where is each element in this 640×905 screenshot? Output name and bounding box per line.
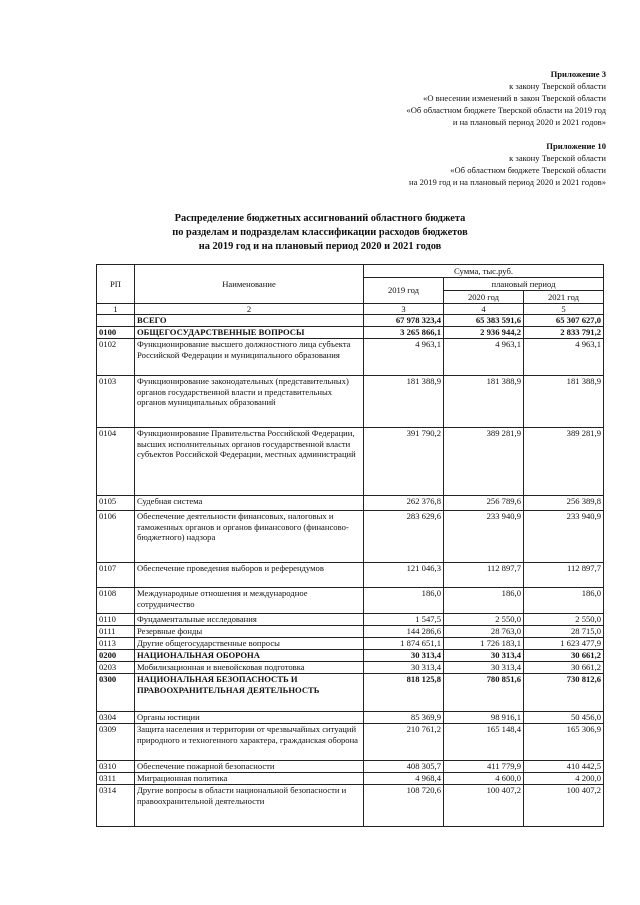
cell-2019: 391 790,2 bbox=[364, 428, 444, 496]
cell-name: Обеспечение проведения выборов и референдумов bbox=[135, 563, 364, 588]
cell-2020: 98 916,1 bbox=[444, 712, 524, 724]
cell-rp: 0200 bbox=[97, 650, 135, 662]
cell-rp: 0110 bbox=[97, 614, 135, 626]
cell-2020: 165 148,4 bbox=[444, 724, 524, 761]
cell-2020: 65 383 591,6 bbox=[444, 315, 524, 327]
table-row bbox=[97, 376, 604, 428]
cell-2019: 210 761,2 bbox=[364, 724, 444, 761]
cell-rp: 0100 bbox=[97, 327, 135, 339]
cell-rp: 0111 bbox=[97, 626, 135, 638]
header-planned-period: плановый период bbox=[444, 278, 604, 291]
col-number: 5 bbox=[524, 304, 604, 315]
table-row bbox=[97, 712, 604, 724]
cell-name: Обеспечение деятельности финансовых, налоговых и таможенных органов и органов финансового (финансово-бюджетного) надзора bbox=[135, 511, 364, 563]
cell-2019: 121 046,3 bbox=[364, 563, 444, 588]
table-row bbox=[97, 511, 604, 563]
table-row bbox=[97, 428, 604, 496]
table-row bbox=[97, 563, 604, 588]
cell-2021: 186,0 bbox=[524, 588, 604, 614]
header-2019: 2019 год bbox=[364, 278, 444, 304]
cell-rp: 0314 bbox=[97, 785, 135, 827]
table-row bbox=[97, 761, 604, 773]
cell-2020: 4 600,0 bbox=[444, 773, 524, 785]
col-number: 3 bbox=[364, 304, 444, 315]
budget-table-header bbox=[97, 265, 604, 315]
cell-2020: 780 851,6 bbox=[444, 674, 524, 712]
col-number: 1 bbox=[97, 304, 135, 315]
cell-rp: 0309 bbox=[97, 724, 135, 761]
cell-2020: 389 281,9 bbox=[444, 428, 524, 496]
cell-rp: 0310 bbox=[97, 761, 135, 773]
appendix-10-header bbox=[409, 140, 606, 188]
cell-name: ВСЕГО bbox=[135, 315, 364, 327]
header-name: Наименование bbox=[135, 265, 364, 304]
cell-2020: 30 313,4 bbox=[444, 662, 524, 674]
cell-2019: 818 125,8 bbox=[364, 674, 444, 712]
cell-2021: 256 389,8 bbox=[524, 496, 604, 511]
cell-2019: 30 313,4 bbox=[364, 650, 444, 662]
cell-2021: 65 307 627,0 bbox=[524, 315, 604, 327]
table-row bbox=[97, 785, 604, 827]
cell-rp: 0103 bbox=[97, 376, 135, 428]
cell-2019: 108 720,6 bbox=[364, 785, 444, 827]
cell-2019: 3 265 866,1 bbox=[364, 327, 444, 339]
cell-rp: 0304 bbox=[97, 712, 135, 724]
cell-name: Обеспечение пожарной безопасности bbox=[135, 761, 364, 773]
table-row bbox=[97, 650, 604, 662]
cell-2019: 262 376,8 bbox=[364, 496, 444, 511]
header-2021: 2021 год bbox=[524, 291, 604, 304]
cell-rp: 0300 bbox=[97, 674, 135, 712]
cell-name: Другие вопросы в области национальной безопасности и правоохранительной деятельности bbox=[135, 785, 364, 827]
cell-name: Функционирование Правительства Российской Федерации, высших исполнительных органов государственной власти субъектов Российской Федерации, местных администраций bbox=[135, 428, 364, 496]
cell-rp: 0107 bbox=[97, 563, 135, 588]
cell-2021: 165 306,9 bbox=[524, 724, 604, 761]
appendix-3-line: «Об областном бюджете Тверской области на 2019 год bbox=[406, 105, 606, 115]
cell-2020: 2 550,0 bbox=[444, 614, 524, 626]
cell-2020: 28 763,0 bbox=[444, 626, 524, 638]
cell-2021: 100 407,2 bbox=[524, 785, 604, 827]
budget-table bbox=[96, 264, 604, 827]
cell-2021: 1 623 477,9 bbox=[524, 638, 604, 650]
table-row bbox=[97, 315, 604, 327]
cell-rp: 0311 bbox=[97, 773, 135, 785]
table-row bbox=[97, 724, 604, 761]
cell-2020: 1 726 183,1 bbox=[444, 638, 524, 650]
cell-2021: 30 661,2 bbox=[524, 650, 604, 662]
cell-name: Резервные фонды bbox=[135, 626, 364, 638]
table-row bbox=[97, 496, 604, 511]
title-line: на 2019 год и на плановый период 2020 и 2021 годов bbox=[198, 241, 442, 252]
cell-name: Органы юстиции bbox=[135, 712, 364, 724]
cell-2020: 411 779,9 bbox=[444, 761, 524, 773]
cell-2021: 389 281,9 bbox=[524, 428, 604, 496]
cell-name: Международные отношения и международное сотрудничество bbox=[135, 588, 364, 614]
cell-name: Судебная система bbox=[135, 496, 364, 511]
cell-2020: 100 407,2 bbox=[444, 785, 524, 827]
cell-2019: 67 978 323,4 bbox=[364, 315, 444, 327]
cell-2019: 283 629,6 bbox=[364, 511, 444, 563]
col-number: 4 bbox=[444, 304, 524, 315]
cell-2021: 181 388,9 bbox=[524, 376, 604, 428]
cell-2020: 112 897,7 bbox=[444, 563, 524, 588]
cell-2019: 1 874 651,1 bbox=[364, 638, 444, 650]
cell-name: Фундаментальные исследования bbox=[135, 614, 364, 626]
cell-2021: 4 200,0 bbox=[524, 773, 604, 785]
cell-name: Функционирование законодательных (представительных) органов государственной власти и представительных органов муниципальных образований bbox=[135, 376, 364, 428]
cell-2021: 28 715,0 bbox=[524, 626, 604, 638]
cell-2020: 30 313,4 bbox=[444, 650, 524, 662]
cell-2020: 2 936 944,2 bbox=[444, 327, 524, 339]
cell-rp: 0108 bbox=[97, 588, 135, 614]
cell-2021: 2 833 791,2 bbox=[524, 327, 604, 339]
appendix-3-line: к закону Тверской области bbox=[509, 81, 606, 91]
appendix-10-line: к закону Тверской области bbox=[509, 153, 606, 163]
cell-2019: 1 547,5 bbox=[364, 614, 444, 626]
cell-2021: 233 940,9 bbox=[524, 511, 604, 563]
cell-2019: 4 968,4 bbox=[364, 773, 444, 785]
cell-2021: 2 550,0 bbox=[524, 614, 604, 626]
cell-name: НАЦИОНАЛЬНАЯ ОБОРОНА bbox=[135, 650, 364, 662]
header-2020: 2020 год bbox=[444, 291, 524, 304]
table-row bbox=[97, 614, 604, 626]
appendix-10-line: на 2019 год и на плановый период 2020 и 2021 годов» bbox=[409, 177, 606, 187]
cell-rp: 0102 bbox=[97, 339, 135, 376]
cell-rp: 0104 bbox=[97, 428, 135, 496]
budget-table-body bbox=[97, 315, 604, 827]
table-row bbox=[97, 339, 604, 376]
cell-2019: 144 286,6 bbox=[364, 626, 444, 638]
cell-name: ОБЩЕГОСУДАРСТВЕННЫЕ ВОПРОСЫ bbox=[135, 327, 364, 339]
title-line: Распределение бюджетных ассигнований областного бюджета bbox=[174, 213, 466, 224]
cell-name: Мобилизационная и вневойсковая подготовка bbox=[135, 662, 364, 674]
table-row bbox=[97, 662, 604, 674]
col-number: 2 bbox=[135, 304, 364, 315]
table-row bbox=[97, 638, 604, 650]
cell-2020: 233 940,9 bbox=[444, 511, 524, 563]
cell-name: Миграционная политика bbox=[135, 773, 364, 785]
table-row bbox=[97, 674, 604, 712]
cell-name: Функционирование высшего должностного лица субъекта Российской Федерации и муниципального образования bbox=[135, 339, 364, 376]
cell-name: Другие общегосударственные вопросы bbox=[135, 638, 364, 650]
appendix-3-header bbox=[406, 68, 606, 128]
cell-2021: 410 442,5 bbox=[524, 761, 604, 773]
cell-2019: 181 388,9 bbox=[364, 376, 444, 428]
cell-2019: 4 963,1 bbox=[364, 339, 444, 376]
cell-2021: 4 963,1 bbox=[524, 339, 604, 376]
cell-rp: 0105 bbox=[97, 496, 135, 511]
cell-rp: 0113 bbox=[97, 638, 135, 650]
cell-rp: 0106 bbox=[97, 511, 135, 563]
cell-name: Защита населения и территории от чрезвычайных ситуаций природного и техногенного характера, гражданская оборона bbox=[135, 724, 364, 761]
cell-2019: 408 305,7 bbox=[364, 761, 444, 773]
cell-2019: 85 369,9 bbox=[364, 712, 444, 724]
table-row bbox=[97, 327, 604, 339]
document-title bbox=[0, 212, 640, 254]
cell-2020: 256 789,6 bbox=[444, 496, 524, 511]
cell-2021: 50 456,0 bbox=[524, 712, 604, 724]
table-row bbox=[97, 626, 604, 638]
appendix-3-title: Приложение 3 bbox=[550, 69, 606, 79]
cell-rp: 0203 bbox=[97, 662, 135, 674]
appendix-3-line: «О внесении изменений в закон Тверской области bbox=[423, 93, 606, 103]
header-sum: Сумма, тыс.руб. bbox=[364, 265, 604, 278]
cell-2021: 112 897,7 bbox=[524, 563, 604, 588]
header-rp: РП bbox=[97, 265, 135, 304]
cell-2021: 730 812,6 bbox=[524, 674, 604, 712]
cell-name: НАЦИОНАЛЬНАЯ БЕЗОПАСНОСТЬ И ПРАВООХРАНИТЕЛЬНАЯ ДЕЯТЕЛЬНОСТЬ bbox=[135, 674, 364, 712]
appendix-10-title: Приложение 10 bbox=[546, 141, 606, 151]
cell-2020: 186,0 bbox=[444, 588, 524, 614]
cell-2019: 30 313,4 bbox=[364, 662, 444, 674]
title-line: по разделам и подразделам классификации расходов бюджетов bbox=[172, 227, 468, 238]
appendix-10-line: «Об областном бюджете Тверской области bbox=[450, 165, 606, 175]
cell-2021: 30 661,2 bbox=[524, 662, 604, 674]
cell-2020: 181 388,9 bbox=[444, 376, 524, 428]
table-row bbox=[97, 588, 604, 614]
cell-2020: 4 963,1 bbox=[444, 339, 524, 376]
cell-rp bbox=[97, 315, 135, 327]
table-row bbox=[97, 773, 604, 785]
cell-2019: 186,0 bbox=[364, 588, 444, 614]
appendix-3-line: и на плановый период 2020 и 2021 годов» bbox=[452, 117, 606, 127]
